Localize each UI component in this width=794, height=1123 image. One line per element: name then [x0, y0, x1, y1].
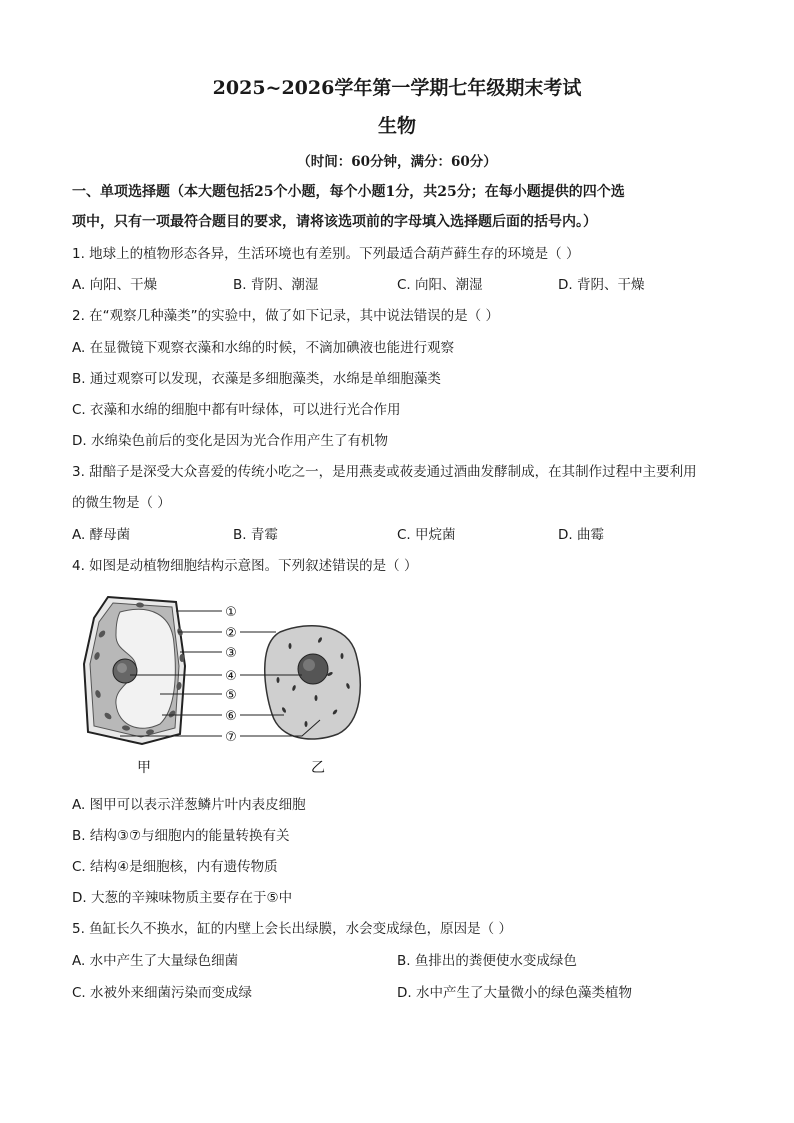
- diagram-label-5: ⑤: [225, 688, 237, 703]
- question-5-option-c: C. 水被外来细菌污染而变成绿: [72, 985, 253, 1001]
- question-2-stem: 2. 在“观察几种藻类”的实验中，做了如下记录，其中说法错误的是（ ）: [72, 308, 499, 324]
- question-2-option-d: D. 水绵染色前后的变化是因为光合作用产生了有机物: [72, 433, 388, 449]
- question-3-option-b: B. 青霉: [233, 527, 278, 543]
- question-1-option-c: C. 向阳、潮湿: [397, 277, 483, 293]
- question-3-option-d: D. 曲霉: [558, 527, 604, 543]
- cell-structure-diagram: [80, 594, 380, 780]
- question-5-option-d: D. 水中产生了大量微小的绿色藻类植物: [397, 985, 632, 1001]
- question-4-option-b: B. 结构③⑦与细胞内的能量转换有关: [72, 828, 290, 844]
- question-5-option-b: B. 鱼排出的粪便使水变成绿色: [397, 953, 577, 969]
- question-2-option-c: C. 衣藻和水绵的细胞中都有叶绿体，可以进行光合作用: [72, 402, 401, 418]
- question-4-option-d: D. 大葱的辛辣味物质主要存在于⑤中: [72, 890, 293, 906]
- question-2-option-b: B. 通过观察可以发现，衣藻是多细胞藻类，水绵是单细胞藻类: [72, 371, 441, 387]
- diagram-label-4: ④: [225, 669, 237, 684]
- question-1-stem: 1. 地球上的植物形态各异，生活环境也有差别。下列最适合葫芦藓生存的环境是（ ）: [72, 246, 580, 262]
- question-1-option-b: B. 背阴、潮湿: [233, 277, 319, 293]
- question-3-option-c: C. 甲烷菌: [397, 527, 456, 543]
- question-2-option-a: A. 在显微镜下观察衣藻和水绵的时候，不滴加碘液也能进行观察: [72, 340, 455, 356]
- exam-title: 2025~2026学年第一学期七年级期末考试: [212, 77, 582, 99]
- question-3-stem-line2: 的微生物是（ ）: [72, 495, 171, 511]
- diagram-label-3: ③: [225, 646, 237, 661]
- diagram-label-7: ⑦: [225, 730, 237, 745]
- diagram-label-6: ⑥: [225, 709, 237, 724]
- time-info: （时间：60分钟，满分：60分）: [297, 154, 497, 170]
- question-5-option-a: A. 水中产生了大量绿色细菌: [72, 953, 239, 969]
- question-4-stem: 4. 如图是动植物细胞结构示意图。下列叙述错误的是（ ）: [72, 558, 418, 574]
- question-4-option-c: C. 结构④是细胞核，内有遗传物质: [72, 859, 278, 875]
- section-heading-line1: 一、单项选择题（本大题包括25个小题，每个小题1分，共25分；在每小题提供的四个选: [72, 184, 625, 200]
- question-3-option-a: A. 酵母菌: [72, 527, 131, 543]
- diagram-label-1: ①: [225, 605, 237, 620]
- question-4-option-a: A. 图甲可以表示洋葱鳞片叶内表皮细胞: [72, 797, 306, 813]
- diagram-caption-left: 甲: [137, 760, 151, 776]
- question-1-option-a: A. 向阳、干燥: [72, 277, 158, 293]
- section-heading-line2: 项中，只有一项最符合题目的要求，请将该选项前的字母填入选择题后面的括号内。）: [72, 214, 597, 230]
- subject-title: 生物: [377, 115, 416, 137]
- question-5-stem: 5. 鱼缸长久不换水，缸的内壁上会长出绿膜，水会变成绿色，原因是（ ）: [72, 921, 512, 937]
- diagram-caption-right: 乙: [311, 760, 325, 776]
- question-1-option-d: D. 背阴、干燥: [558, 277, 645, 293]
- question-3-stem-line1: 3. 甜醅子是深受大众喜爱的传统小吃之一，是用燕麦或莜麦通过酒曲发酵制成，在其制作过程中主要利用: [72, 464, 697, 480]
- diagram-label-2: ②: [225, 626, 237, 641]
